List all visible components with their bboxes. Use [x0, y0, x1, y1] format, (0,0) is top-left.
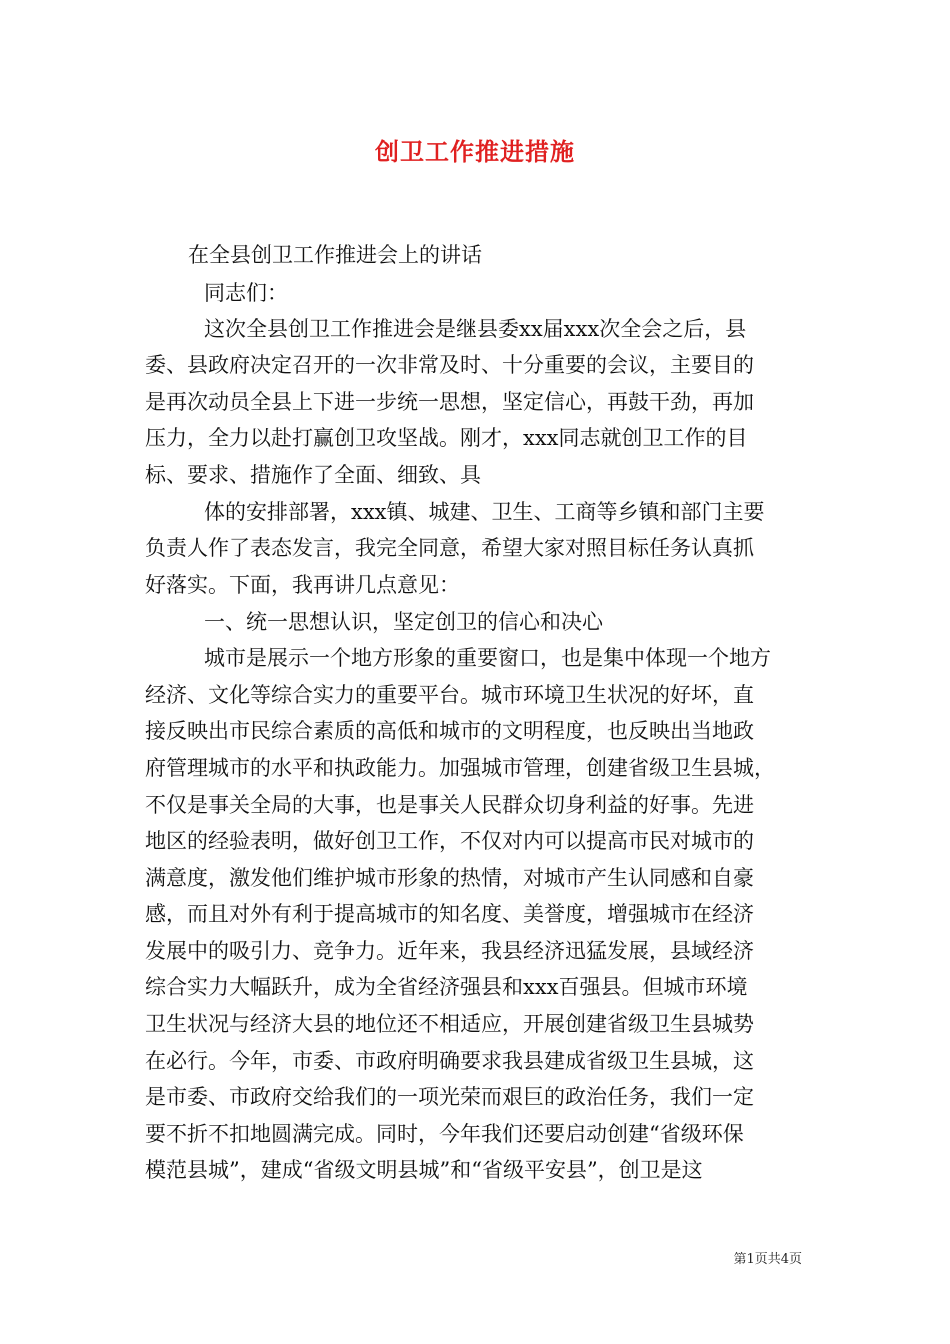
- paragraph-line: 府管理城市的水平和执政能力。加强城市管理，创建省级卫生县城，: [145, 756, 775, 780]
- paragraph-line: 模范县城”，建成“省级文明县城”和“省级平安县”，创卫是这: [145, 1158, 703, 1182]
- paragraph-line: 负责人作了表态发言，我完全同意，希望大家对照目标任务认真抓: [145, 536, 754, 560]
- paragraph-line: 标、要求、措施作了全面、细致、具: [145, 463, 481, 487]
- paragraph-line: 这次全县创卫工作推进会是继县委xx届xxx次全会之后，县: [204, 317, 747, 341]
- paragraph-line: 在必行。今年，市委、市政府明确要求我县建成省级卫生县城，这: [145, 1049, 754, 1073]
- paragraph-line: 要不折不扣地圆满完成。同时，今年我们还要启动创建“省级环保: [145, 1122, 744, 1146]
- document-title: 创卫工作推进措施: [375, 137, 575, 166]
- speech-subtitle: 在全县创卫工作推进会上的讲话: [188, 243, 482, 267]
- paragraph-line: 压力，全力以赴打赢创卫攻坚战。刚才，xxx同志就创卫工作的目: [145, 426, 748, 450]
- paragraph-line: 是市委、市政府交给我们的一项光荣而艰巨的政治任务，我们一定: [145, 1085, 754, 1109]
- paragraph-line: 综合实力大幅跃升，成为全省经济强县和xxx百强县。但城市环境: [145, 975, 748, 999]
- section-heading: 一、统一思想认识，坚定创卫的信心和决心: [204, 610, 603, 634]
- page-number: 第1页共4页: [733, 1252, 802, 1267]
- paragraph-line: 城市是展示一个地方形象的重要窗口，也是集中体现一个地方: [204, 646, 771, 670]
- paragraph-line: 发展中的吸引力、竞争力。近年来，我县经济迅猛发展，县域经济: [145, 939, 754, 963]
- paragraph-line: 好落实。下面，我再讲几点意见：: [145, 573, 460, 597]
- salutation: 同志们：: [204, 281, 288, 305]
- paragraph-line: 经济、文化等综合实力的重要平台。城市环境卫生状况的好坏，直: [145, 683, 754, 707]
- paragraph-line: 委、县政府决定召开的一次非常及时、十分重要的会议，主要目的: [145, 353, 754, 377]
- paragraph-line: 感，而且对外有利于提高城市的知名度、美誉度，增强城市在经济: [145, 902, 754, 926]
- paragraph-line: 不仅是事关全局的大事，也是事关人民群众切身利益的好事。先进: [145, 793, 754, 817]
- paragraph-line: 体的安排部署，xxx镇、城建、卫生、工商等乡镇和部门主要: [204, 500, 765, 524]
- paragraph-line: 是再次动员全县上下进一步统一思想，坚定信心，再鼓干劲，再加: [145, 390, 754, 414]
- paragraph-line: 接反映出市民综合素质的高低和城市的文明程度，也反映出当地政: [145, 719, 754, 743]
- paragraph-line: 卫生状况与经济大县的地位还不相适应，开展创建省级卫生县城势: [145, 1012, 754, 1036]
- paragraph-line: 地区的经验表明，做好创卫工作，不仅对内可以提高市民对城市的: [145, 829, 754, 853]
- paragraph-line: 满意度，激发他们维护城市形象的热情，对城市产生认同感和自豪: [145, 866, 754, 890]
